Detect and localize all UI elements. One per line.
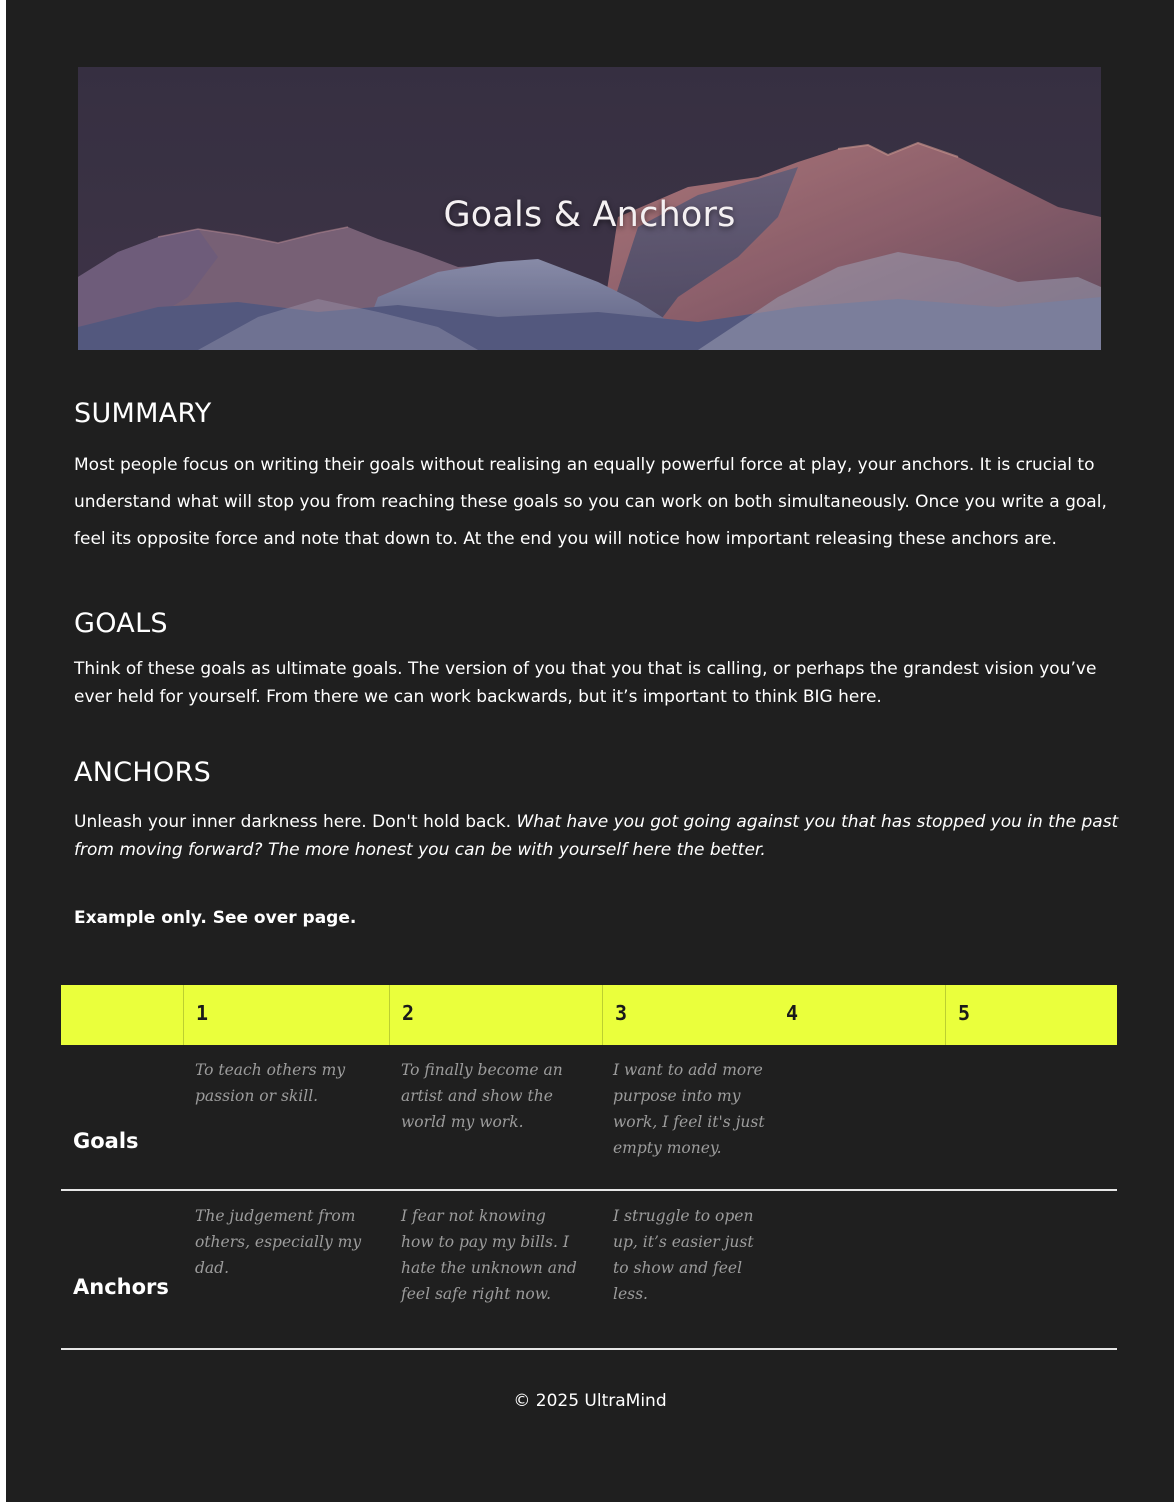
- table-row-goals: [61, 1045, 1117, 1191]
- summary-heading: SUMMARY: [74, 398, 212, 429]
- column-header-5: 5: [945, 985, 1117, 1045]
- goals-cell-1: To teach others my passion or skill.: [195, 1061, 346, 1105]
- anchors-heading: ANCHORS: [74, 757, 212, 788]
- anchors-cell-2: I fear not knowing how to pay my bills. I hate the unknown and feel safe right now.: [401, 1207, 577, 1303]
- summary-text: Most people focus on writing their goals without realising an equally powerful force at play, your anchors. It is crucial to understand what will stop you from reaching these goals so you can work on both simultaneously. Once you write a goal, feel its opposite force and note that down to. At the end you will notice how important releasing these anchors are.: [74, 455, 1107, 549]
- page-title: Goals & Anchors: [443, 195, 736, 235]
- anchors-cell-3: I struggle to open up, it’s easier just to show and feel less.: [613, 1207, 754, 1303]
- goals-cell-2: To finally become an artist and show the world my work.: [401, 1061, 563, 1131]
- example-note: Example only. See over page.: [74, 908, 357, 928]
- goals-text: Think of these goals as ultimate goals. The version of you that you that is calling, or perhaps the grandest vision you’ve ever held for yourself. From there we can work backwards, but it’s important to think BIG here.: [74, 659, 1097, 707]
- document-page: [6, 0, 1174, 1502]
- table-row-anchors: [61, 1191, 1117, 1350]
- anchors-text-plain: Unleash your inner darkness here. Don't hold back.: [74, 812, 517, 832]
- anchors-text-italic: What have you got going against you that has stopped you in the past from moving forward? The more honest you can be with yourself here the better.: [74, 812, 1119, 860]
- anchors-text: [74, 808, 1119, 864]
- goals-anchors-table: [61, 985, 1117, 1350]
- column-header-2: 2: [389, 985, 602, 1045]
- hero-banner: [78, 67, 1101, 350]
- column-header-4: 4: [786, 1001, 799, 1025]
- anchors-cell-1: The judgement from others, especially my dad.: [195, 1207, 362, 1277]
- table-header-row: [61, 985, 1117, 1045]
- goals-heading: GOALS: [74, 608, 168, 639]
- column-header-1: 1: [183, 985, 389, 1045]
- footer-copyright: © 2025 UltraMind: [513, 1391, 667, 1411]
- goals-cell-3: I want to add more purpose into my work, I feel it's just empty money.: [613, 1061, 765, 1157]
- column-header-3: 3: [602, 985, 774, 1045]
- row-label-anchors: Anchors: [73, 1275, 169, 1299]
- row-label-goals: Goals: [73, 1129, 139, 1153]
